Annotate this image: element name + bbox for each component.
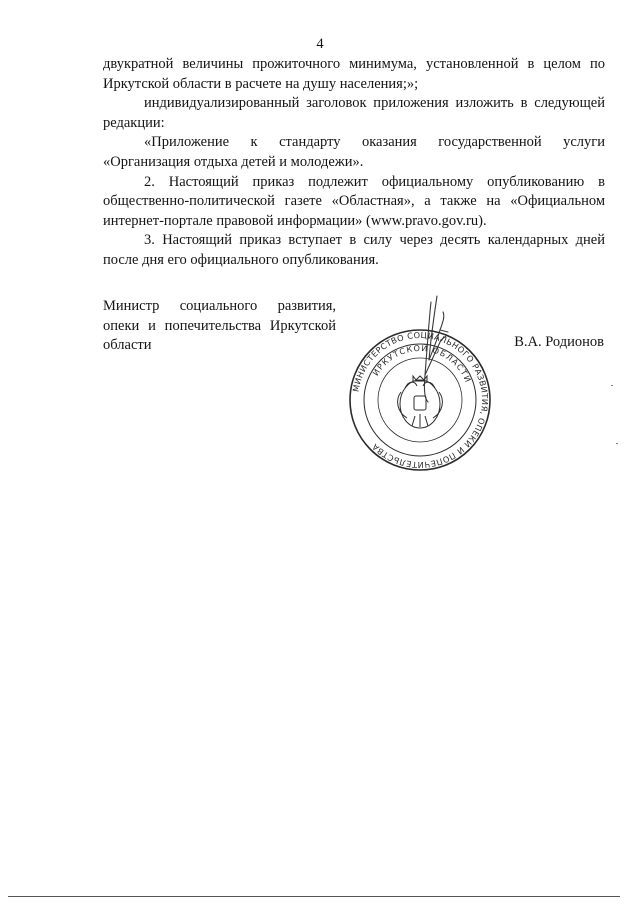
seal-inner-text: ИРКУТСКОЙ ОБЛАСТИ <box>371 343 473 385</box>
official-seal-stamp <box>345 280 495 480</box>
page-number: 4 <box>316 36 324 52</box>
body-text <box>103 55 605 271</box>
paragraph-appendix-title: «Приложение к стандарту оказания государственной услуги «Организация отдыха детей и молодежи». <box>103 134 605 170</box>
paragraph-header-instruction: индивидуализированный заголовок приложения изложить в следующей редакции: <box>103 95 605 131</box>
paragraph-effective-date: 3. Настоящий приказ вступает в силу через десять календарных дней после дня его официального опубликования. <box>103 232 605 268</box>
double-headed-eagle-emblem <box>398 376 443 428</box>
scan-bottom-edge-line <box>8 896 620 897</box>
signatory-name: В.А. Родионов <box>514 334 604 350</box>
scan-speck <box>616 443 618 444</box>
signatory-position: Министр социального развития, опеки и попечительства Иркутской области <box>103 298 336 354</box>
scan-speck <box>611 385 613 386</box>
paragraph-continuation: двукратной величины прожиточного минимума, установленной в целом по Иркутской области в расчете на душу населения;»; <box>103 56 605 92</box>
seal-outer-text: МИНИСТЕРСТВО СОЦИАЛЬНОГО РАЗВИТИЯ, ОПЕКИ И ПОПЕЧИТЕЛЬСТВА <box>350 329 491 471</box>
paragraph-publication: 2. Настоящий приказ подлежит официальному опубликованию в общественно-политической газете «Областная», а также на «Официальном интернет-портале правовой информации» (www.pravo.gov.ru). <box>103 173 605 229</box>
